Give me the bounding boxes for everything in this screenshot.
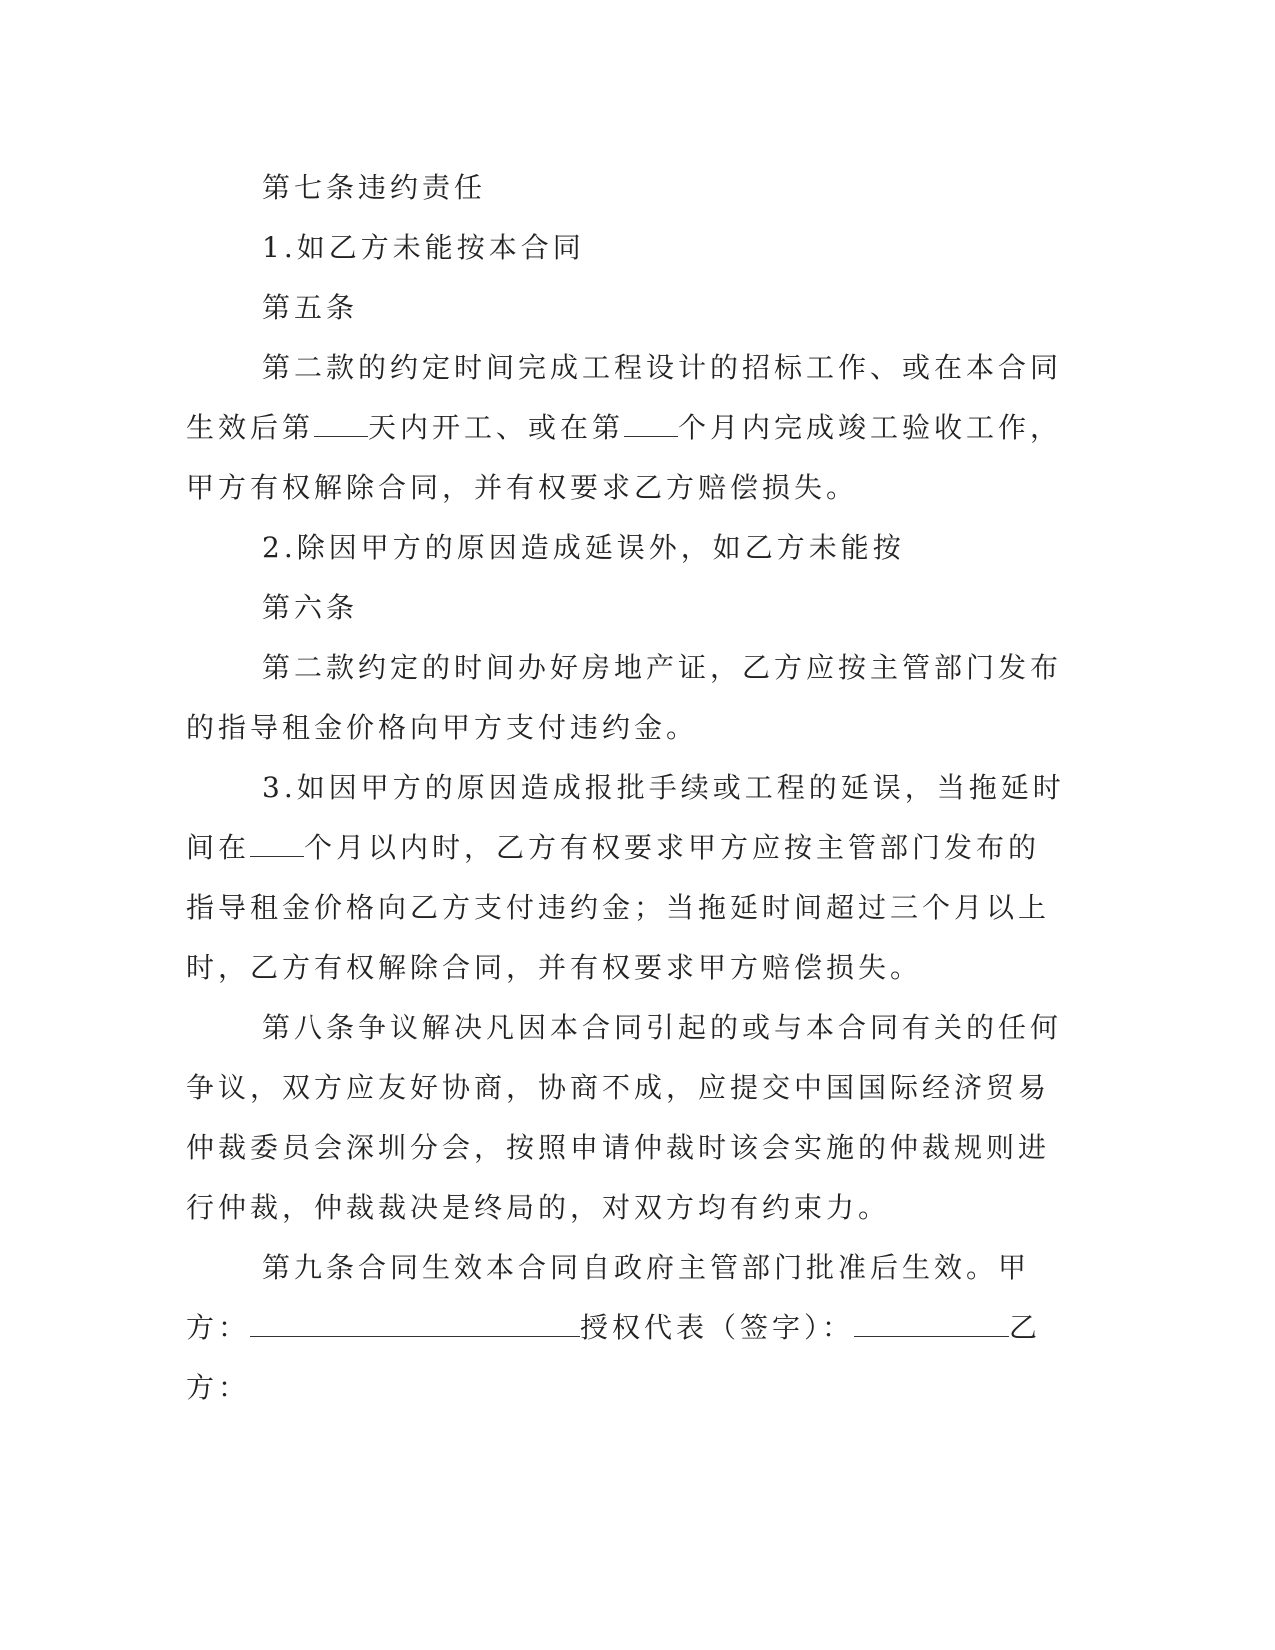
article-7-title	[186, 158, 1066, 218]
item-2-text-a: 2.除因甲方的原因造成延误外，如乙方未能按	[262, 531, 905, 564]
article-9-text: 第九条合同生效本合同自政府主管部门批准后生效。甲方：	[186, 1251, 1031, 1344]
item-3-text-b: 个月以内时，乙方有权要求甲方应按主管部门发布的指导租金价格向乙方支付违约金；当拖延时间超过三个月以上时，乙方有权解除合同，并有权要求甲方赔偿损失。	[186, 831, 1051, 984]
item-2-text-b: 第六条	[262, 591, 359, 624]
article-8-paragraph	[186, 998, 1066, 1238]
item-2-line-a	[186, 518, 1066, 578]
item-3-text-a: 3.如因甲方的原因造成报批手续或工程的延误，当拖延时间在	[186, 771, 1065, 864]
article-8-text: 第八条争议解决凡因本合同引起的或与本合同有关的任何争议，双方应友好协商，协商不成，应提交中国国际经济贸易仲裁委员会深圳分会，按照申请仲裁时该会实施的仲裁规则进行仲裁，仲裁裁决是终局的，对双方均有约束力。	[186, 1011, 1063, 1224]
months-blank-field[interactable]	[624, 406, 678, 437]
item-3-paragraph	[186, 758, 1066, 998]
article-9-paragraph	[186, 1238, 1066, 1418]
delay-months-blank-field[interactable]	[250, 826, 304, 857]
item-2-line-b	[186, 578, 1066, 638]
representative-signature-field[interactable]	[854, 1306, 1009, 1337]
party-a-signature-field[interactable]	[250, 1306, 580, 1337]
item-1-paragraph	[186, 338, 1066, 518]
contract-body	[186, 158, 1066, 1418]
item-1-text-d2: 天内开工、或在第	[368, 411, 625, 444]
days-blank-field[interactable]	[314, 406, 368, 437]
item-2-text-c: 第二款约定的时间办好房地产证，乙方应按主管部门发布的指导租金价格向甲方支付违约金。	[186, 651, 1063, 744]
article-7-title-text: 第七条违约责任	[262, 171, 487, 204]
item-1-text-a: 1.如乙方未能按本合同	[262, 231, 585, 264]
item-1-text-d1: 第	[282, 411, 315, 444]
representative-label: 授权代表（签字）：	[580, 1311, 855, 1344]
item-1-line-a	[186, 218, 1066, 278]
item-1-text-b: 第五条	[262, 291, 359, 324]
item-1-text-c: 第二款的约定时间完成工程设计的招标工作、或在本合同生效后	[186, 351, 1063, 444]
item-1-text-d3: 个月内完成竣工验收工作，甲方有权解除合同，并有权要求乙方赔偿损失。	[186, 411, 1063, 504]
item-1-line-b	[186, 278, 1066, 338]
item-2-paragraph	[186, 638, 1066, 758]
party-b-label: 乙方：	[186, 1311, 1042, 1404]
